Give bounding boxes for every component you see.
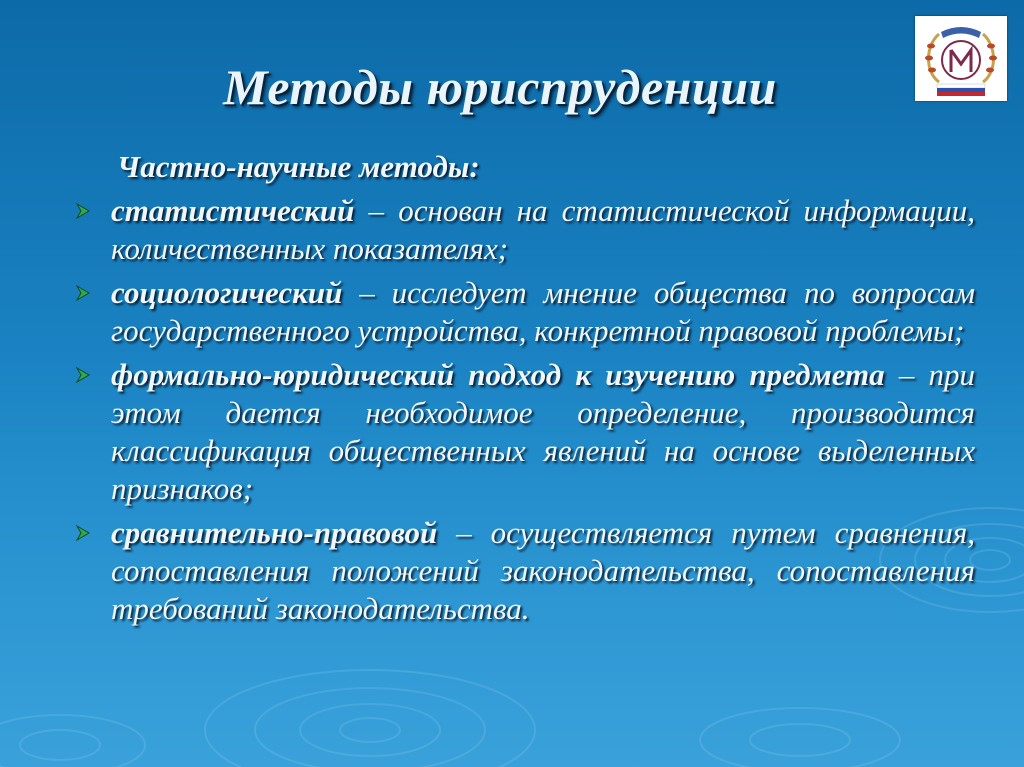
method-description: – исследует мнение общества по вопросам государственного устройства, конкретной правовой проблемы; — [111, 275, 975, 348]
arrow-bullet-icon — [75, 525, 91, 541]
method-term: сравнительно-правовой — [111, 515, 438, 550]
method-term: формально-юридический подход к изучению предмета — [111, 357, 885, 392]
arrow-bullet-icon — [75, 203, 91, 219]
list-item — [75, 514, 975, 628]
list-item — [75, 192, 975, 268]
subheading: Частно-научные методы: — [117, 149, 480, 184]
arrow-bullet-icon — [75, 367, 91, 383]
method-description: – при этом дается необходимое определение, производится классификация общественных явлений на основе выделенных признаков; — [111, 357, 976, 506]
method-term: статистический — [111, 193, 355, 228]
method-description: – основан на статистической информации, количественных показателях; — [111, 193, 975, 266]
university-emblem-icon — [915, 16, 1007, 101]
list-item — [75, 356, 975, 508]
arrow-bullet-icon — [75, 285, 91, 301]
method-description: – осуществляется путем сравнения, сопоставления положений законодательства, сопоставления требований законодательства. — [111, 515, 975, 626]
list-item — [75, 274, 975, 350]
method-term: социологический — [111, 275, 343, 310]
slide-title: Методы юриспруденции — [223, 59, 777, 115]
slide-content — [75, 148, 975, 634]
